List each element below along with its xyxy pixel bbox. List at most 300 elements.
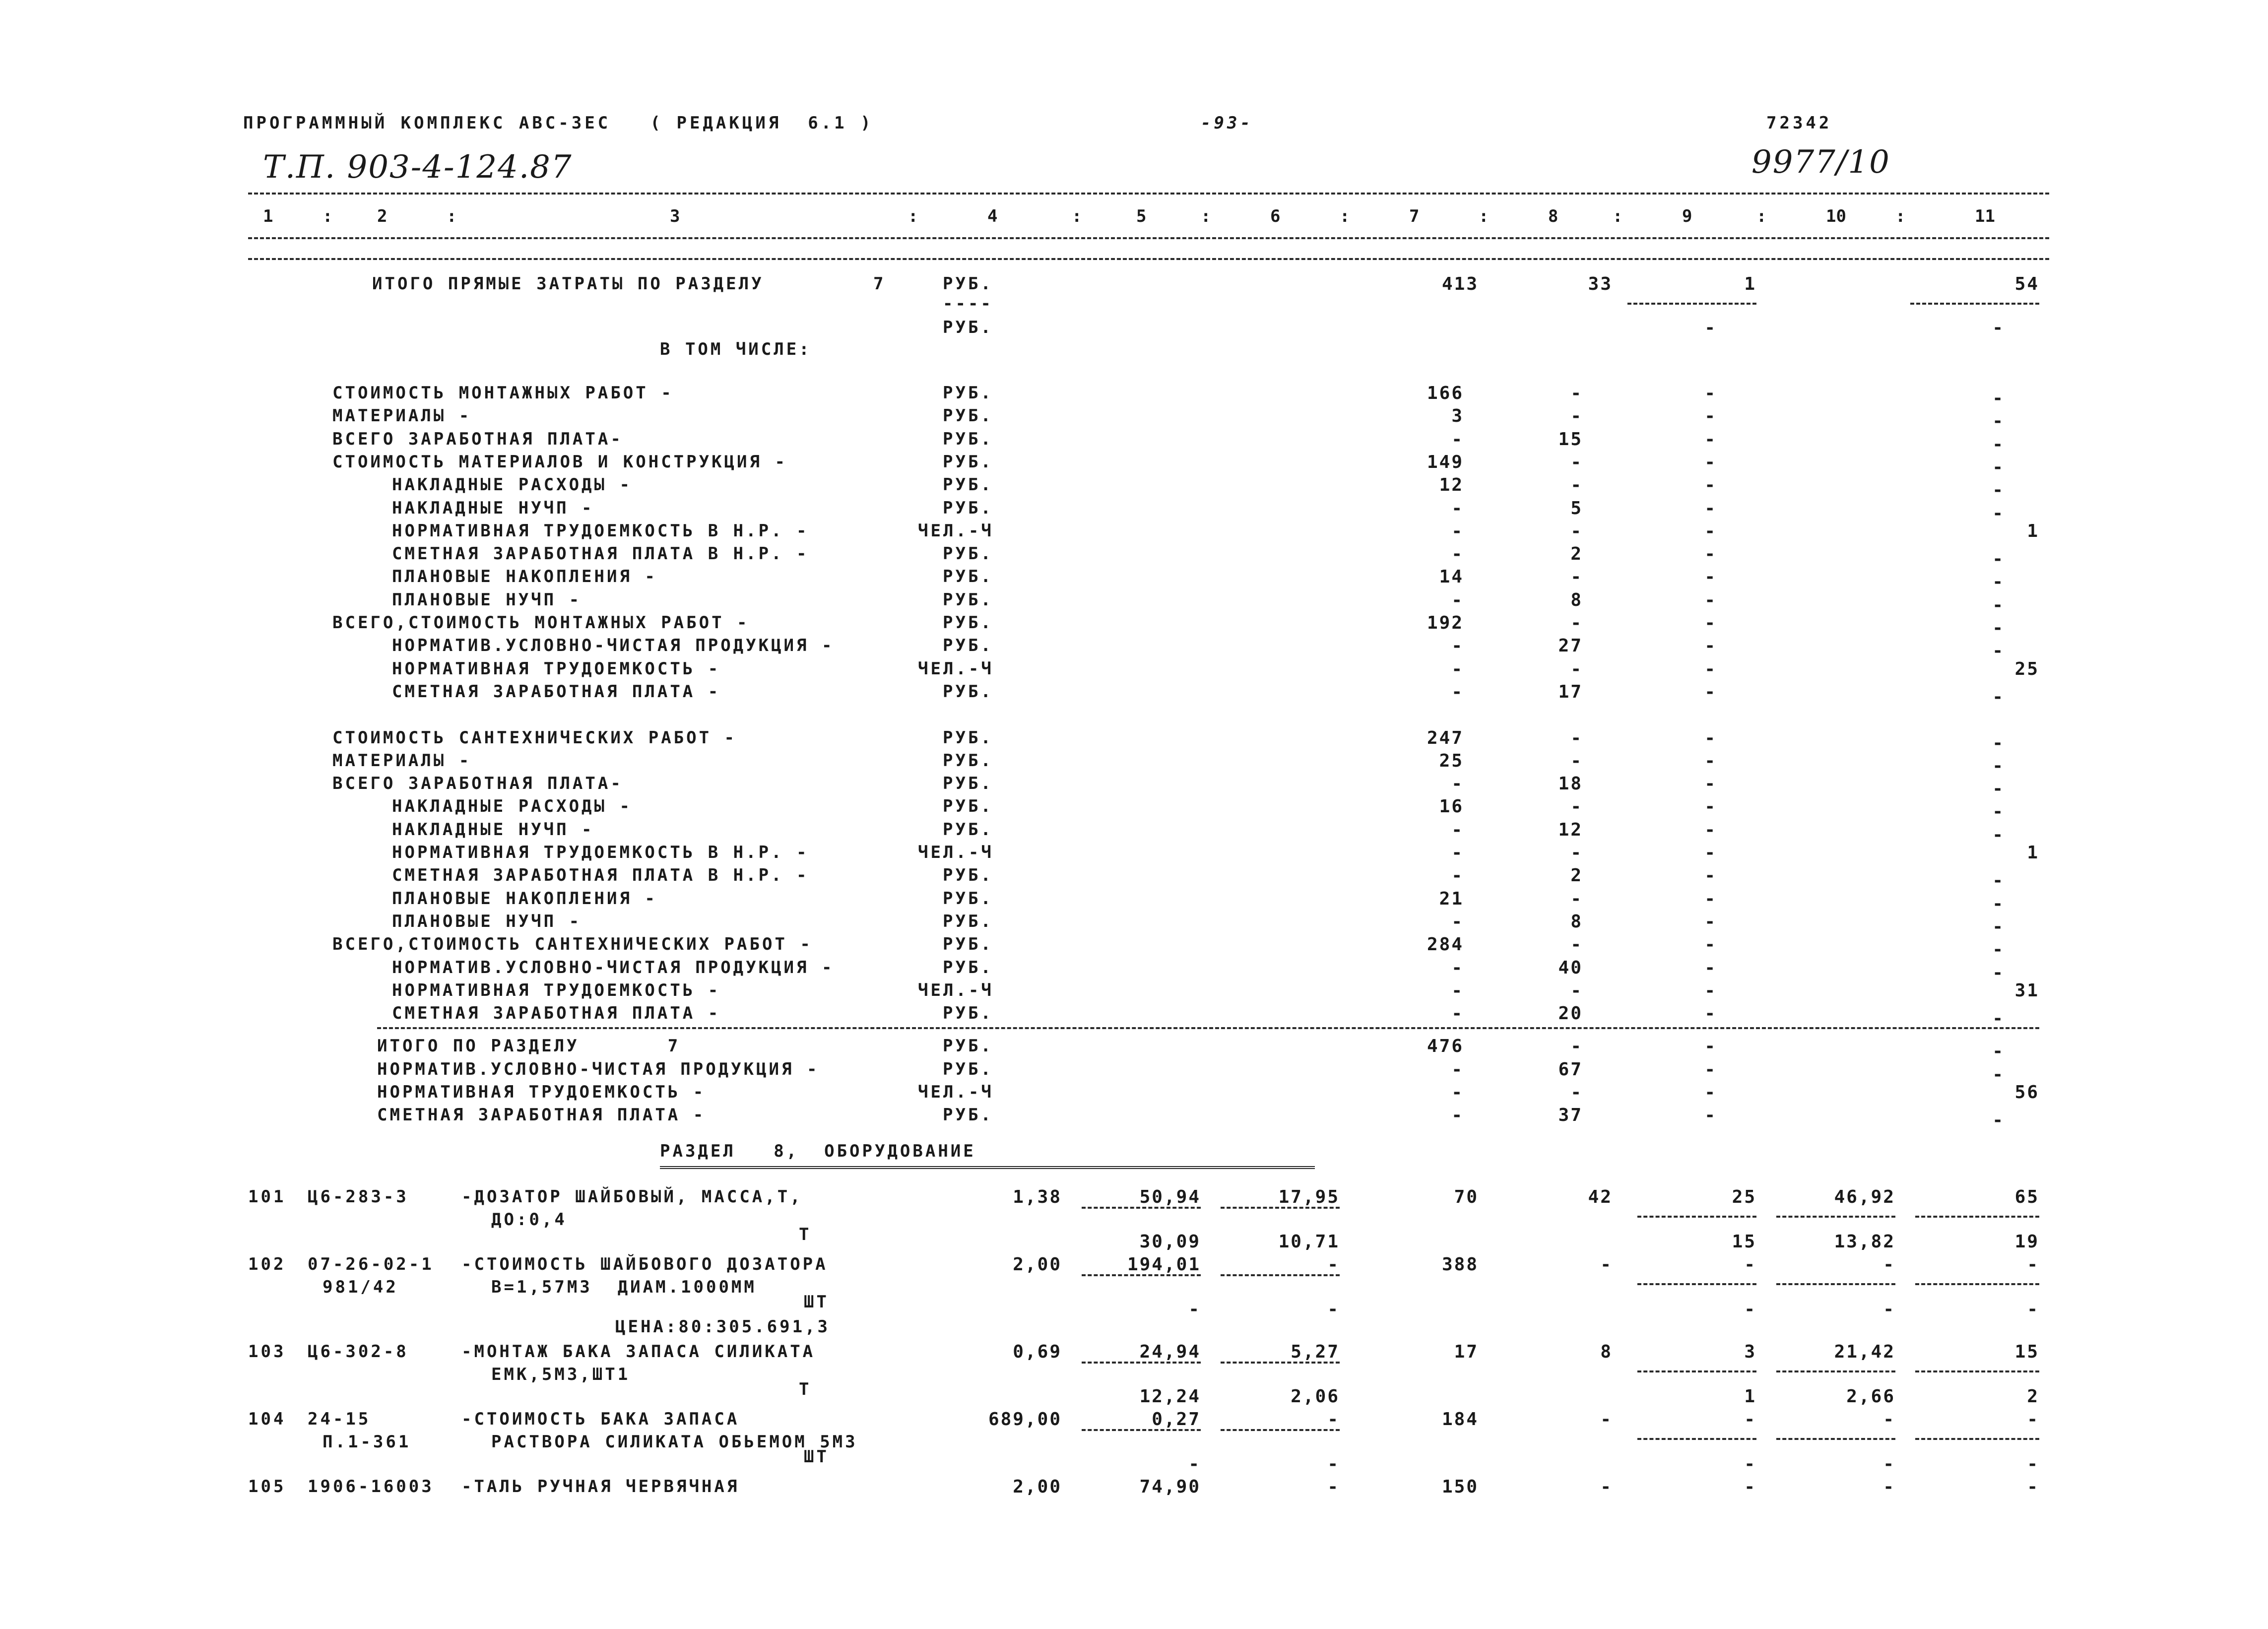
value-c11: - — [1992, 503, 2005, 523]
unit-cell: РУБ. — [943, 934, 993, 955]
item-underline-c5 — [1082, 1274, 1201, 1276]
breakdown-row-label: МАТЕРИАЛЫ - — [332, 750, 472, 771]
header-rule-bottom-2 — [248, 258, 2049, 260]
breakdown-row-label: НОРМАТИВНАЯ ТРУДОЕМКОСТЬ - — [392, 658, 721, 679]
value-c9: - — [1704, 1059, 1717, 1080]
value-c8: - — [1570, 658, 1583, 679]
value-c8: 2 — [1570, 865, 1583, 886]
unit-cell: РУБ. — [943, 406, 993, 426]
value-c8: - — [1570, 406, 1583, 427]
value-c7: - — [1451, 957, 1464, 978]
value-c7: 192 — [1426, 613, 1464, 633]
column-number-10: 10 — [1826, 206, 1846, 226]
item-code: 24-15 — [308, 1409, 371, 1429]
item-number: 104 — [248, 1409, 286, 1429]
item-sub-c11: 19 — [2014, 1231, 2039, 1252]
value-c7: 12 — [1439, 475, 1464, 496]
value-c11: - — [1992, 388, 2005, 408]
breakdown-row-label: МАТЕРИАЛЫ - — [332, 406, 472, 426]
unit-cell: ЧЕЛ.-Ч — [918, 843, 994, 862]
value-c8: - — [1570, 934, 1583, 955]
column-number-5: 5 — [1136, 206, 1147, 226]
value-c9: - — [1704, 796, 1717, 817]
item-underline-c9 — [1637, 1283, 1756, 1285]
breakdown-row-label: СМЕТНАЯ ЗАРАБОТНАЯ ПЛАТА В Н.Р. - — [392, 865, 809, 886]
value-c11: - — [1992, 1110, 2005, 1131]
item-quantity: 1,38 — [1013, 1186, 1062, 1207]
item-code: 07-26-02-1 — [308, 1254, 434, 1274]
column-separator: : — [908, 206, 918, 226]
item-quantity: 2,00 — [1013, 1254, 1062, 1275]
value-c9: - — [1704, 843, 1717, 863]
breakdown-row-label: ПЛАНОВЫЕ НАКОПЛЕНИЯ - — [392, 888, 657, 909]
unit-cell: РУБ. — [943, 865, 993, 886]
column-separator: : — [1613, 206, 1623, 226]
value-c8: - — [1570, 613, 1583, 633]
value-c11: - — [1992, 732, 2005, 753]
value-c8: 15 — [1558, 429, 1583, 450]
unit-cell: РУБ. — [943, 318, 993, 337]
value-c8: - — [1570, 567, 1583, 587]
value-c8: - — [1570, 1082, 1583, 1103]
value-c11: 1 — [2027, 843, 2039, 863]
value-c7: 247 — [1426, 727, 1464, 748]
value-c9: - — [1704, 452, 1717, 472]
item-sub-c11: - — [2027, 1453, 2039, 1474]
item-c5: 50,94 — [1139, 1186, 1201, 1207]
unit-cell: РУБ. — [943, 589, 993, 610]
value-c9: - — [1704, 865, 1717, 886]
value-c11: 25 — [2014, 658, 2039, 679]
item-c8: - — [1600, 1476, 1613, 1497]
item-underline-c6 — [1221, 1274, 1340, 1276]
item-description: -СТОИМОСТЬ ШАЙБОВОГО ДОЗАТОРА — [461, 1254, 828, 1274]
unit-cell: РУБ. — [943, 475, 993, 495]
unit-cell: РУБ. — [943, 1105, 993, 1125]
value-c8: - — [1570, 888, 1583, 909]
unit-cell: РУБ. — [943, 1036, 993, 1056]
item-c11: - — [2027, 1254, 2039, 1275]
value-c7: 3 — [1451, 406, 1464, 427]
unit-cell: ЧЕЛ.-Ч — [918, 521, 994, 541]
value-c8: - — [1570, 1036, 1583, 1057]
value-c8: 18 — [1558, 774, 1583, 794]
item-sub-c11: - — [2027, 1299, 2039, 1319]
value-c11: - — [1992, 549, 2005, 570]
item-c10: 46,92 — [1834, 1186, 1895, 1207]
value-c7: - — [1451, 589, 1464, 610]
section-number: 7 — [873, 274, 886, 294]
column-number-6: 6 — [1270, 206, 1281, 226]
value-c7: 476 — [1426, 1036, 1464, 1057]
item-c9: - — [1744, 1409, 1756, 1430]
value-c9: - — [1704, 636, 1717, 656]
value-c11: - — [1992, 755, 2005, 776]
value-c7: - — [1451, 1105, 1464, 1126]
value-c8: 17 — [1558, 681, 1583, 702]
unit-cell: РУБ. — [943, 274, 993, 294]
item-sub-c6: 2,06 — [1291, 1386, 1340, 1407]
breakdown-row-label: СМЕТНАЯ ЗАРАБОТНАЯ ПЛАТА В Н.Р. - — [392, 544, 809, 564]
value-c11: - — [1992, 480, 2005, 501]
item-code-line2: П.1-361 — [323, 1432, 411, 1452]
breakdown-row-label: НОРМАТИВНАЯ ТРУДОЕМКОСТЬ В Н.Р. - — [392, 843, 809, 862]
value-c9: - — [1704, 1082, 1717, 1103]
item-code-line2: 981/42 — [323, 1277, 398, 1297]
item-description-line2: РАСТВОРА СИЛИКАТА ОБЬЕМОМ 5М3 — [491, 1432, 858, 1452]
item-underline-c5 — [1082, 1362, 1201, 1364]
unit-cell: РУБ. — [943, 1003, 993, 1024]
value-c9: - — [1704, 475, 1717, 496]
item-sub-c6: - — [1327, 1453, 1340, 1474]
column-number-9: 9 — [1682, 206, 1692, 226]
value-c7: 14 — [1439, 567, 1464, 587]
value-c9: - — [1704, 318, 1717, 338]
column-separator: : — [1479, 206, 1489, 226]
value-c11: - — [1992, 594, 2005, 615]
item-c6: - — [1327, 1254, 1340, 1275]
item-c7: 150 — [1441, 1476, 1479, 1497]
item-sub-c5: - — [1188, 1299, 1201, 1319]
column-separator: : — [1072, 206, 1082, 226]
item-unit: Т — [799, 1224, 812, 1244]
item-sub-c5: 12,24 — [1139, 1386, 1201, 1407]
item-c11: 15 — [2014, 1341, 2039, 1362]
page-number: -93- — [1201, 113, 1253, 133]
item-underline-c6 — [1221, 1362, 1340, 1364]
value-c9: - — [1704, 911, 1717, 932]
item-underline-c9 — [1637, 1438, 1756, 1440]
value-c7: - — [1451, 911, 1464, 932]
value-c11: - — [1992, 779, 2005, 799]
unit-cell: ЧЕЛ.-Ч — [918, 1082, 994, 1102]
unit-cell: РУБ. — [943, 1059, 993, 1079]
sheet-number-handwritten: 9977/10 — [1751, 144, 1890, 181]
value-c8: 27 — [1558, 636, 1583, 656]
value-c9: - — [1704, 521, 1717, 541]
value-c11: - — [1992, 686, 2005, 707]
breakdown-row-label: НОРМАТИВ.УСЛОВНО-ЧИСТАЯ ПРОДУКЦИЯ - — [392, 957, 835, 977]
section-direct-costs-label: ИТОГО ПРЯМЫЕ ЗАТРАТЫ ПО РАЗДЕЛУ — [372, 274, 764, 294]
value-c11: - — [1992, 962, 2005, 983]
unit-cell: РУБ. — [943, 452, 993, 472]
value-c7: - — [1451, 636, 1464, 656]
section-8-heading-rule — [660, 1166, 1315, 1169]
value-c11: - — [1992, 801, 2005, 822]
item-underline-c9 — [1637, 1370, 1756, 1372]
item-c11: - — [2027, 1409, 2039, 1430]
value-c11: - — [1992, 434, 2005, 455]
unit-cell: РУБ. — [943, 681, 993, 702]
item-c10: 21,42 — [1834, 1341, 1895, 1362]
column-number-1: 1 — [263, 206, 273, 226]
value-c9: 1 — [1744, 274, 1756, 294]
item-c6: 5,27 — [1291, 1341, 1340, 1362]
item-c7: 17 — [1454, 1341, 1479, 1362]
value-c9: - — [1704, 774, 1717, 794]
column-separator: : — [447, 206, 457, 226]
value-c9: - — [1704, 613, 1717, 633]
value-c11: - — [1992, 824, 2005, 845]
breakdown-row-label: НАКЛАДНЫЕ РАСХОДЫ - — [392, 475, 632, 495]
breakdown-row-label: ВСЕГО,СТОИМОСТЬ САНТЕХНИЧЕСКИХ РАБОТ - — [332, 934, 813, 955]
item-sub-c6: 10,71 — [1278, 1231, 1340, 1252]
column-separator: : — [1895, 206, 1906, 226]
unit-cell: РУБ. — [943, 498, 993, 518]
section-total-rule — [377, 1027, 2039, 1029]
column-separator: : — [323, 206, 333, 226]
value-c7: - — [1451, 544, 1464, 565]
item-sub-c6: - — [1327, 1299, 1340, 1319]
unit-cell: ЧЕЛ.-Ч — [918, 658, 994, 679]
value-c11: 56 — [2014, 1082, 2039, 1103]
breakdown-row-label: НОРМАТИВНАЯ ТРУДОЕМКОСТЬ - — [392, 980, 721, 1000]
value-c9: - — [1704, 819, 1717, 840]
value-c7: - — [1451, 658, 1464, 679]
value-c11: - — [1992, 618, 2005, 638]
item-underline-c10 — [1776, 1216, 1895, 1218]
value-c7: - — [1451, 843, 1464, 863]
value-c9: - — [1704, 681, 1717, 702]
breakdown-row-label: НАКЛАДНЫЕ НУЧП - — [392, 819, 594, 840]
breakdown-row-label: ПЛАНОВЫЕ НУЧП - — [392, 589, 582, 610]
item-underline-c11 — [1915, 1438, 2039, 1440]
breakdown-row-label: СТОИМОСТЬ САНТЕХНИЧЕСКИХ РАБОТ - — [332, 727, 737, 748]
column-number-8: 8 — [1548, 206, 1558, 226]
item-number: 101 — [248, 1186, 286, 1207]
column-separator: : — [1340, 206, 1350, 226]
value-c7: 284 — [1426, 934, 1464, 955]
item-underline-c11 — [1915, 1283, 2039, 1285]
item-c7: 388 — [1441, 1254, 1479, 1275]
value-c7: - — [1451, 429, 1464, 450]
column-separator: : — [1756, 206, 1767, 226]
value-c7: - — [1451, 865, 1464, 886]
value-c9: - — [1704, 406, 1717, 427]
value-c8: 8 — [1570, 911, 1583, 932]
column-number-3: 3 — [670, 206, 680, 226]
unit-cell: РУБ. — [943, 567, 993, 587]
item-c9: - — [1744, 1254, 1756, 1275]
value-c11: - — [1992, 1041, 2005, 1062]
item-description: -МОНТАЖ БАКА ЗАПАСА СИЛИКАТА — [461, 1341, 816, 1362]
value-c9: - — [1704, 1036, 1717, 1057]
value-c11: 1 — [2027, 521, 2039, 541]
item-c6: - — [1327, 1476, 1340, 1497]
item-c6: 17,95 — [1278, 1186, 1340, 1207]
value-c7: - — [1451, 819, 1464, 840]
item-description-line2: ЕМК,5М3,ШТ1 — [491, 1364, 631, 1384]
unit-cell: РУБ. — [943, 613, 993, 633]
item-number: 103 — [248, 1341, 286, 1362]
unit-cell: РУБ. — [943, 750, 993, 771]
item-underline-c10 — [1776, 1283, 1895, 1285]
subheading-including: В ТОМ ЧИСЛЕ: — [660, 339, 812, 359]
value-c9: - — [1704, 727, 1717, 748]
value-c9: - — [1704, 589, 1717, 610]
item-c10: - — [1883, 1476, 1895, 1497]
value-c7: - — [1451, 1003, 1464, 1024]
item-c5: 74,90 — [1139, 1476, 1201, 1497]
value-c7: - — [1451, 521, 1464, 541]
item-description-line2: ДО:0,4 — [491, 1209, 567, 1230]
unit-cell: РУБ. — [943, 383, 993, 403]
value-c11: 31 — [2014, 980, 2039, 1001]
item-c9: - — [1744, 1476, 1756, 1497]
value-c9: - — [1704, 1105, 1717, 1126]
value-c7: - — [1451, 498, 1464, 519]
item-sub-c9: 15 — [1732, 1231, 1756, 1252]
value-c8: - — [1570, 750, 1583, 771]
item-c8: 42 — [1588, 1186, 1613, 1207]
item-code: 1906-16003 — [308, 1476, 434, 1497]
value-c9: - — [1704, 888, 1717, 909]
value-c9: - — [1704, 567, 1717, 587]
value-c9: - — [1704, 934, 1717, 955]
item-sub-c10: 2,66 — [1846, 1386, 1895, 1407]
value-c9: - — [1704, 1003, 1717, 1024]
value-c11: - — [1992, 456, 2005, 477]
column-number-7: 7 — [1409, 206, 1420, 226]
item-c9: 3 — [1744, 1341, 1756, 1362]
value-c8: 37 — [1558, 1105, 1583, 1126]
item-c11: - — [2027, 1476, 2039, 1497]
value-c7: 149 — [1426, 452, 1464, 472]
item-c8: - — [1600, 1409, 1613, 1430]
value-c8: 33 — [1588, 274, 1613, 294]
item-underline-c10 — [1776, 1370, 1895, 1372]
breakdown-row-label: НАКЛАДНЫЕ НУЧП - — [392, 498, 594, 518]
value-c9: - — [1704, 658, 1717, 679]
value-c8: - — [1570, 980, 1583, 1001]
item-unit: ШТ — [804, 1446, 829, 1467]
item-description: -ДОЗАТОР ШАЙБОВЫЙ, МАССА,Т, — [461, 1186, 803, 1207]
value-c7: - — [1451, 681, 1464, 702]
item-number: 102 — [248, 1254, 286, 1274]
item-sub-c5: - — [1188, 1453, 1201, 1474]
program-header: ПРОГРАММНЫЙ КОМПЛЕКС АВС-ЗЕС ( РЕДАКЦИЯ 6.1 ) — [243, 113, 874, 133]
item-sub-c5: 30,09 — [1139, 1231, 1201, 1252]
item-sub-c10: - — [1883, 1453, 1895, 1474]
item-underline-c9 — [1637, 1216, 1756, 1218]
value-c11: - — [1992, 318, 2005, 338]
value-c8: 67 — [1558, 1059, 1583, 1080]
value-c11: - — [1992, 939, 2005, 960]
item-quantity: 689,00 — [988, 1409, 1062, 1430]
breakdown-row-label: НОРМАТИВ.УСЛОВНО-ЧИСТАЯ ПРОДУКЦИЯ - — [392, 636, 835, 656]
value-c8: - — [1570, 521, 1583, 541]
item-c7: 184 — [1441, 1409, 1479, 1430]
value-c9: - — [1704, 980, 1717, 1001]
column-number-2: 2 — [377, 206, 388, 226]
item-description-line2: В=1,57М3 ДИАМ.1000ММ — [491, 1277, 757, 1297]
value-c8: 2 — [1570, 544, 1583, 565]
breakdown-row-label: ПЛАНОВЫЕ НУЧП - — [392, 911, 582, 931]
item-sub-c9: 1 — [1744, 1386, 1756, 1407]
item-unit: ШТ — [804, 1292, 829, 1312]
header-rule-top — [248, 193, 2049, 195]
item-c5: 0,27 — [1152, 1409, 1201, 1430]
document-code: 72342 — [1766, 113, 1832, 133]
value-c7: 21 — [1439, 888, 1464, 909]
breakdown-row-label: ВСЕГО ЗАРАБОТНАЯ ПЛАТА- — [332, 429, 623, 449]
item-underline-c6 — [1221, 1207, 1340, 1209]
unit-cell: РУБ. — [943, 796, 993, 817]
value-c11: 54 — [2014, 274, 2039, 294]
item-c8: - — [1600, 1254, 1613, 1275]
value-c11: - — [1992, 916, 2005, 937]
value-c11: - — [1992, 1064, 2005, 1085]
column-number-11: 11 — [1975, 206, 1995, 226]
section-total-label: НОРМАТИВ.УСЛОВНО-ЧИСТАЯ ПРОДУКЦИЯ - — [377, 1059, 820, 1079]
value-c9: - — [1704, 750, 1717, 771]
item-sub-c10: 13,82 — [1834, 1231, 1895, 1252]
column-separator: : — [1201, 206, 1211, 226]
unit-cell: ЧЕЛ.-Ч — [918, 980, 994, 1000]
value-c7: 25 — [1439, 750, 1464, 771]
breakdown-row-label: СМЕТНАЯ ЗАРАБОТНАЯ ПЛАТА - — [392, 1003, 721, 1024]
item-sub-c9: - — [1744, 1299, 1756, 1319]
value-c7: - — [1451, 1059, 1464, 1080]
item-quantity: 0,69 — [1013, 1341, 1062, 1362]
item-c7: 70 — [1454, 1186, 1479, 1207]
unit-cell: РУБ. — [943, 774, 993, 794]
breakdown-row-label: ПЛАНОВЫЕ НАКОПЛЕНИЯ - — [392, 567, 657, 587]
breakdown-row-label: ВСЕГО ЗАРАБОТНАЯ ПЛАТА- — [332, 774, 623, 794]
unit-cell: РУБ. — [943, 888, 993, 909]
column-number-4: 4 — [987, 206, 998, 226]
unit-cell: РУБ. — [943, 911, 993, 931]
section-8-heading: РАЗДЕЛ 8, ОБОРУДОВАНИЕ — [660, 1141, 976, 1161]
value-c11: - — [1992, 411, 2005, 432]
item-c5: 24,94 — [1139, 1341, 1201, 1362]
item-description: -ТАЛЬ РУЧНАЯ ЧЕРВЯЧНАЯ — [461, 1476, 740, 1497]
value-c7: 413 — [1441, 274, 1479, 294]
value-c9: - — [1704, 498, 1717, 519]
value-c8: 8 — [1570, 589, 1583, 610]
unit-cell: РУБ. — [943, 544, 993, 564]
value-c7: - — [1451, 980, 1464, 1001]
unit-cell: РУБ. — [943, 727, 993, 748]
breakdown-row-label: СТОИМОСТЬ МАТЕРИАЛОВ И КОНСТРУКЦИЯ - — [332, 452, 787, 472]
item-c9: 25 — [1732, 1186, 1756, 1207]
value-c7: 166 — [1426, 383, 1464, 403]
item-c8: 8 — [1600, 1341, 1613, 1362]
item-c11: 65 — [2014, 1186, 2039, 1207]
value-c7: - — [1451, 774, 1464, 794]
unit-cell: РУБ. — [943, 819, 993, 840]
item-c6: - — [1327, 1409, 1340, 1430]
item-underline-c6 — [1221, 1429, 1340, 1431]
unit-cell: РУБ. — [943, 957, 993, 977]
value-c8: - — [1570, 843, 1583, 863]
underline-c11 — [1910, 303, 2039, 305]
value-c11: - — [1992, 1008, 2005, 1029]
item-unit: Т — [799, 1379, 812, 1399]
breakdown-row-label: ВСЕГО,СТОИМОСТЬ МОНТАЖНЫХ РАБОТ - — [332, 613, 750, 633]
item-code: Ц6-283-3 — [308, 1186, 409, 1207]
value-c8: 5 — [1570, 498, 1583, 519]
value-c9: - — [1704, 544, 1717, 565]
value-c8: 12 — [1558, 819, 1583, 840]
value-c11: - — [1992, 870, 2005, 891]
unit-underline: ---- — [943, 294, 993, 314]
item-sub-c11: 2 — [2027, 1386, 2039, 1407]
item-underline-c5 — [1082, 1429, 1201, 1431]
value-c11: - — [1992, 893, 2005, 914]
value-c8: - — [1570, 452, 1583, 472]
value-c8: 40 — [1558, 957, 1583, 978]
